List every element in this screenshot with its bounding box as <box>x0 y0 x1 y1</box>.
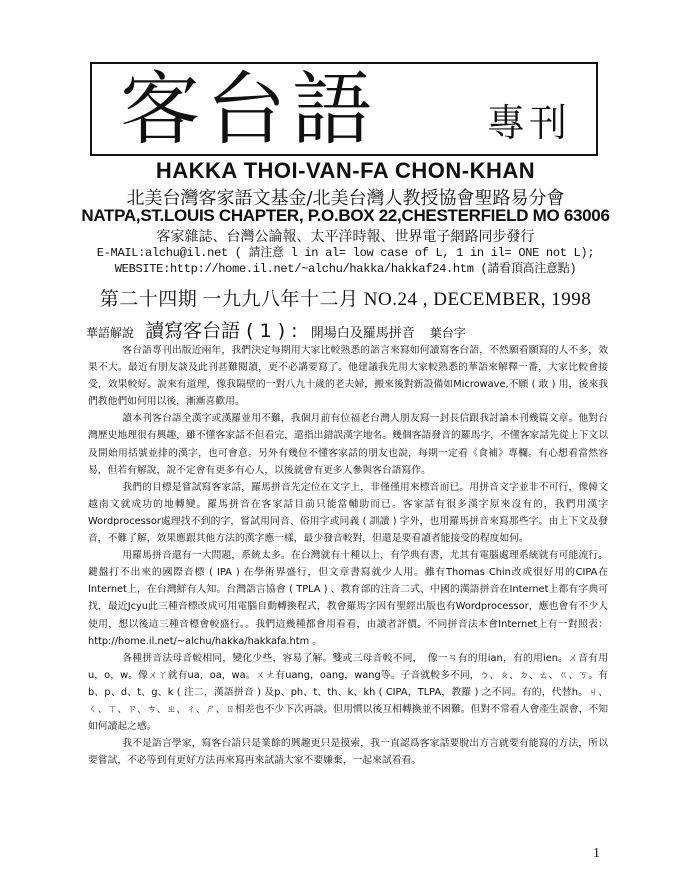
article-header <box>86 316 466 343</box>
paragraph: 我們的目標是嘗試寫客家話，羅馬拼音先定位在文字上，非僅僅用來標音而已。用拼音文字並非不可行，像韓文越南文就成功的地轉變。羅馬拼音在客家話目前只能當輔助而已。客家話有很多漢字原來沒有的，我們用漢字Wordprocessor處理找不到的字，嘗試用同音、俗用字或同義 ( 訓讀 ) 字外，也用羅馬拼音來寫那些字。由上下文及發音，不難了解，效果應跟其他方法的漢字應一樣，最少發音較對，但還是要看讀者能接受的程度如何。 <box>88 481 608 545</box>
article-subtitle: 開場白及羅馬拼音 <box>310 326 415 341</box>
page-number: 1 <box>593 846 600 861</box>
paragraph: 客台語專刊出版近兩年，我們決定每期用大家比較熟悉的語言來寫如何讀寫客台語，不然願看願寫的人不多，效果不大。最近有朋友談及此刊甚難閱讀，更不必講要寫了。他建議我先用大家較熟悉的華語來解釋一番，大家比較會接受，效果較好。說來有道理，像我隔壁的一對八九十歲的老夫婦，搬來後對新設備如Microwave,不願 ( 敢 ) 用，後來我們教他們如何用以後，漸漸喜歡用。 <box>88 345 608 408</box>
paragraph: 讀本刊客台語全漢字或漢羅並用不難，我個月前有位福老台灣人朋友寫一封長信跟我討論本刊幾篇文章。他對台灣歷史地理很有興趣，雖不懂客家話不但看完，還指出錯誤漢字地名。幾個客語發音的羅馬字，不懂客家話先從上下文以及開始用括號並排的漢字，也可會意。另外有幾位不懂客家話的朋友也說，每期一定看《食補》專欄。有心想看當然容易，但若有解說，說不定會有更多有心人，以後就會有更多人參與客台語寫作。 <box>88 413 608 476</box>
organization-line: 北美台灣客家語文基金/北美台灣人教授協會聖路易分會 <box>126 188 565 209</box>
article-title: 讀寫客台語 ( 1 ) : <box>145 320 298 342</box>
paragraph: 用羅馬拼音還有一大問題，系統太多。在台灣就有十種以上，有学典有書，尤其有電腦處理系統就有可能流行。鍵盤打不出來的國際音標 ( IPA ) 在學術界盛行，但文章書寫就少人用。雖有Thomas Chin改成很好用的CIPA在Internet上，在台灣鮮有人知。台灣語言協會 ( TPLA ) 、教育部的注音二式、中國的漢語拼音在Internet上都有字典可找，最近Jcyu此三種音標改成可用電腦自動轉換程式，教會羅馬字因有聖經出版也有Wordprocessor，應也會有不少人使用，想以後這三種音標會較盛行。。我們這幾種都會用看看，由讀者評價。不同拼音法本會Internet上有一對照表：http://home.il.net/~alchu/hakka/hakkafa.htm 。 <box>88 550 608 647</box>
article-body <box>88 342 608 769</box>
paragraph: 我不是語言學家，寫客台語只是業餘的興趣更只是摸索，我一直認爲客家話要脫出方言就要有能寫的方法，所以要嘗試，不必等到有更好方法再來寫再來試請大家不要嫌棄，一起來試看看。 <box>88 738 608 767</box>
romanized-title: HAKKA THOI-VAN-FA CHON-KHAN <box>155 158 536 183</box>
masthead-subtitle: 專刊 <box>487 101 572 145</box>
paragraph: 各種拼音法母音較相同，變化少些，容易了解。雙或三母音較不同， 像一ㄢ有的用ian，有的用ien。ㄨ音有用u，o，w。像ㄨㄚ就有ua，oa，wa。ㄨㄤ有uang，oang，wang等。子音就較多不同，ㄅ、ㄆ、ㄉ、ㄊ、ㄍ、ㄎ。有b、p、d、t、g、k ( 注二，漢語拼音 ) 及p、ph、t、th、k、kh ( CIPA，TLPA，教羅 ) 之不同。有的，代替h。ㄐ、ㄑ、ㄒ、ㄗ、ㄘ、ㄓ、ㄔ、ㄕ、ㄖ相差也不少下次再談。但用慣以後互相轉換並不困難。但對不常看人會產生誤會，不知如何讀起之感。 <box>88 652 608 733</box>
address-line: NATPA,ST.LOUIS CHAPTER, P.O.BOX 22,CHESTERFIELD MO 63006 <box>81 206 610 225</box>
masthead-title: 客台語 <box>120 63 378 156</box>
issue-line: 第二十四期 一九九八年十二月 NO.24 , DECEMBER, 1998 <box>99 289 592 310</box>
article-author: 葉台字 <box>429 326 466 340</box>
article-category: 華語解說 <box>86 326 135 340</box>
publications-line: 客家雜誌、台灣公論報、太平洋時報、世界電子網路同步發行 <box>156 229 535 245</box>
website-line: WEBSITE:http://home.il.net/~alchu/hakka/hakkaf24.htm (請看頂高注意點) <box>114 262 577 276</box>
email-line: E-MAIL:alchu@il.net ( 請注意 l in al= low case of L, 1 in il= ONE not L); <box>96 246 595 260</box>
masthead-box <box>90 62 598 156</box>
